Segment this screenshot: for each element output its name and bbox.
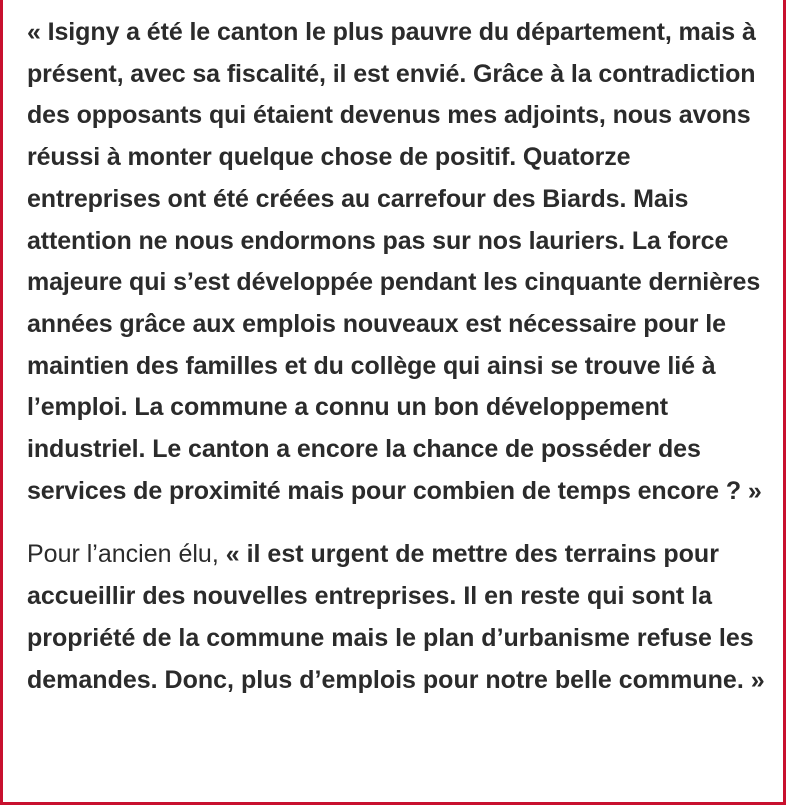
commentary-paragraph [27,534,767,701]
paragraph-quote: « il est urgent de mettre des terrains pour accueillir des nouvelles entreprises. Il en reste qui sont la propriété de la commune mais le plan d’urbanisme refuse les demandes. Donc, plus d’emplois pour notre belle commune. » [27,540,765,694]
paragraph-intro: Pour l’ancien élu, [27,540,226,569]
article-body [27,12,767,701]
quote-paragraph: « Isigny a été le canton le plus pauvre du département, mais à présent, avec sa fiscalité, il est envié. Grâce à la contradiction des opposants qui étaient devenus mes adjoints, nous avons réussi à monter quelque chose de positif. Quatorze entreprises ont été créées au carrefour des Biards. Mais attention ne nous endormons pas sur nos lauriers. La force majeure qui s’est développée pendant les cinquante dernières années grâce aux emplois nouveaux est nécessaire pour le maintien des familles et du collège qui ainsi se trouve lié à l’emploi. La commune a connu un bon développement industriel. Le canton a encore la chance de posséder des services de proximité mais pour combien de temps encore ? » [27,18,762,505]
